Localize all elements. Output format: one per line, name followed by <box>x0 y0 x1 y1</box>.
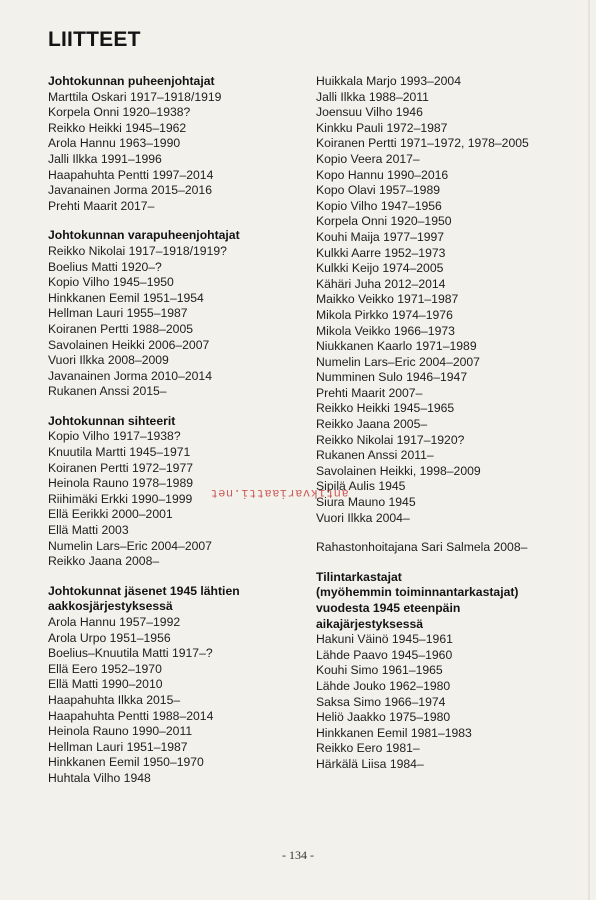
list-item: Heinola Rauno 1990–2011 <box>48 724 193 739</box>
right-column-section <box>316 570 584 773</box>
list-item: Javanainen Jorma 2015–2016 <box>48 183 212 198</box>
list-item: Heliö Jaakko 1975–1980 <box>316 710 451 725</box>
list-item: Kähäri Juha 2012–2014 <box>316 276 446 291</box>
list-item: Marttila Oskari 1917–1918/1919 <box>48 89 222 104</box>
list-item: Ellä Eerikki 2000–2001 <box>48 507 173 522</box>
list-item: Kouhi Simo 1961–1965 <box>316 663 443 678</box>
page-title: LIITTEET <box>48 28 141 51</box>
list-item: Savolainen Heikki, 1998–2009 <box>316 463 481 478</box>
watermark-stamp: antikvariaatti.net <box>210 486 349 500</box>
list-item: Koiranen Pertti 1988–2005 <box>48 321 194 336</box>
list-item: Huikkala Marjo 1993–2004 <box>316 74 461 88</box>
list-item: Sipilä Aulis 1945 <box>316 479 406 494</box>
list-item: Vuori Ilkka 2004– <box>316 510 410 525</box>
section-heading: aikajärjestyksessä <box>316 616 424 631</box>
list-item: Savolainen Heikki 2006–2007 <box>48 337 210 352</box>
section-heading: Johtokunnat jäsenet 1945 lähtien <box>48 583 240 598</box>
list-item: Kopio Vilho 1917–1938? <box>48 429 181 444</box>
list-item: Kopio Veera 2017– <box>316 151 420 166</box>
list-item: Boelius–Knuutila Matti 1917–? <box>48 646 213 661</box>
list-item: Riihimäki Erkki 1990–1999 <box>48 491 193 506</box>
list-item: Numminen Sulo 1946–1947 <box>316 370 468 385</box>
list-item: Heinola Rauno 1978–1989 <box>48 476 194 491</box>
list-item: Boelius Matti 1920–? <box>48 259 162 274</box>
section-heading: Johtokunnan puheenjohtajat <box>48 74 215 88</box>
list-item: Koiranen Pertti 1972–1977 <box>48 460 194 475</box>
list-item: Jalli Ilkka 1988–2011 <box>316 89 429 104</box>
list-item: Hellman Lauri 1955–1987 <box>48 306 188 321</box>
list-item: Reikko Eero 1981– <box>316 741 420 756</box>
list-item: Ellä Matti 1990–2010 <box>48 677 163 692</box>
list-item: Reikko Jaana 2008– <box>48 554 160 569</box>
list-item: Hinkkanen Eemil 1951–1954 <box>48 290 204 305</box>
section-heading: (myöhemmin toiminnantarkastajat) <box>316 585 519 600</box>
list-item: Numelin Lars–Eric 2004–2007 <box>316 354 480 369</box>
section-heading: vuodesta 1945 eteenpäin <box>316 601 461 615</box>
list-item: Reikko Nikolai 1917–1918/1919? <box>48 243 227 258</box>
list-item: Hinkkanen Eemil 1981–1983 <box>316 725 472 740</box>
list-item: Prehti Maarit 2007– <box>316 385 423 400</box>
list-item: Reikko Jaana 2005– <box>316 417 428 432</box>
section-heading: Johtokunnan varapuheenjohtajat <box>48 228 240 243</box>
list-item: Kouhi Maija 1977–1997 <box>316 229 445 244</box>
section-heading: Johtokunnan sihteerit <box>48 413 176 428</box>
list-item: Haapahuhta Pentti 1988–2014 <box>48 708 214 723</box>
right-column-section <box>316 74 584 526</box>
list-item: Saksa Simo 1966–1974 <box>316 694 446 709</box>
list-item: Jalli Ilkka 1991–1996 <box>48 151 162 166</box>
list-item: Siura Mauno 1945 <box>316 495 416 510</box>
list-item: Ellä Eero 1952–1970 <box>48 661 162 676</box>
list-item: Reikko Heikki 1945–1965 <box>316 401 455 416</box>
list-item: Maikko Veikko 1971–1987 <box>316 292 459 307</box>
list-item: Vuori Ilkka 2008–2009 <box>48 353 169 368</box>
list-item: Reikko Nikolai 1917–1920? <box>316 432 465 447</box>
list-item: Hinkkanen Eemil 1950–1970 <box>48 755 204 770</box>
list-item: Rahastonhoitajana Sari Salmela 2008– <box>316 540 528 555</box>
list-item: Haapahuhta Pentti 1997–2014 <box>48 167 214 182</box>
section-heading: aakkosjärjestyksessä <box>48 599 173 614</box>
left-column <box>48 74 300 801</box>
list-item: Lähde Paavo 1945–1960 <box>316 647 453 662</box>
left-column-section <box>48 584 300 787</box>
list-item: Hellman Lauri 1951–1987 <box>48 739 188 754</box>
list-item: Kopo Olavi 1957–1989 <box>316 183 441 198</box>
right-column-section <box>316 540 584 556</box>
list-item: Haapahuhta Ilkka 2015– <box>48 692 181 707</box>
list-item: Numelin Lars–Eric 2004–2007 <box>48 538 212 553</box>
right-column <box>316 74 584 787</box>
list-item: Härkälä Liisa 1984– <box>316 756 424 771</box>
list-item: Mikola Pirkko 1974–1976 <box>316 307 453 322</box>
list-item: Rukanen Anssi 2015– <box>48 384 167 399</box>
list-item: Javanainen Jorma 2010–2014 <box>48 368 212 383</box>
left-column-section <box>48 228 300 400</box>
list-item: Ellä Matti 2003 <box>48 523 129 538</box>
list-item: Kinkku Pauli 1972–1987 <box>316 120 448 135</box>
list-item: Kopio Vilho 1947–1956 <box>316 198 442 213</box>
section-heading: Tilintarkastajat <box>316 569 402 584</box>
list-item: Rukanen Anssi 2011– <box>316 448 434 463</box>
list-item: Kulkki Aarre 1952–1973 <box>316 245 446 260</box>
list-item: Reikko Heikki 1945–1962 <box>48 120 187 135</box>
list-item: Arola Hannu 1963–1990 <box>48 136 181 151</box>
list-item: Korpela Onni 1920–1950 <box>316 214 452 229</box>
list-item: Koiranen Pertti 1971–1972, 1978–2005 <box>316 136 529 151</box>
list-item: Knuutila Martti 1945–1971 <box>48 445 191 460</box>
list-item: Arola Urpo 1951–1956 <box>48 630 171 645</box>
list-item: Hakuni Väinö 1945–1961 <box>316 632 453 647</box>
list-item: Joensuu Vilho 1946 <box>316 105 423 120</box>
left-column-section <box>48 74 300 214</box>
page-edge-shadow <box>588 0 590 900</box>
list-item: Niukkanen Kaarlo 1971–1989 <box>316 339 477 354</box>
list-item: Kulkki Keijo 1974–2005 <box>316 261 444 276</box>
list-item: Korpela Onni 1920–1938? <box>48 105 191 120</box>
list-item: Huhtala Vilho 1948 <box>48 770 151 785</box>
list-item: Prehti Maarit 2017– <box>48 198 155 213</box>
list-item: Lähde Jouko 1962–1980 <box>316 678 451 693</box>
page-number: - 134 - <box>282 848 314 862</box>
list-item: Kopio Vilho 1945–1950 <box>48 275 174 290</box>
list-item: Arola Hannu 1957–1992 <box>48 615 181 629</box>
list-item: Kopo Hannu 1990–2016 <box>316 167 449 182</box>
list-item: Mikola Veikko 1966–1973 <box>316 323 455 338</box>
